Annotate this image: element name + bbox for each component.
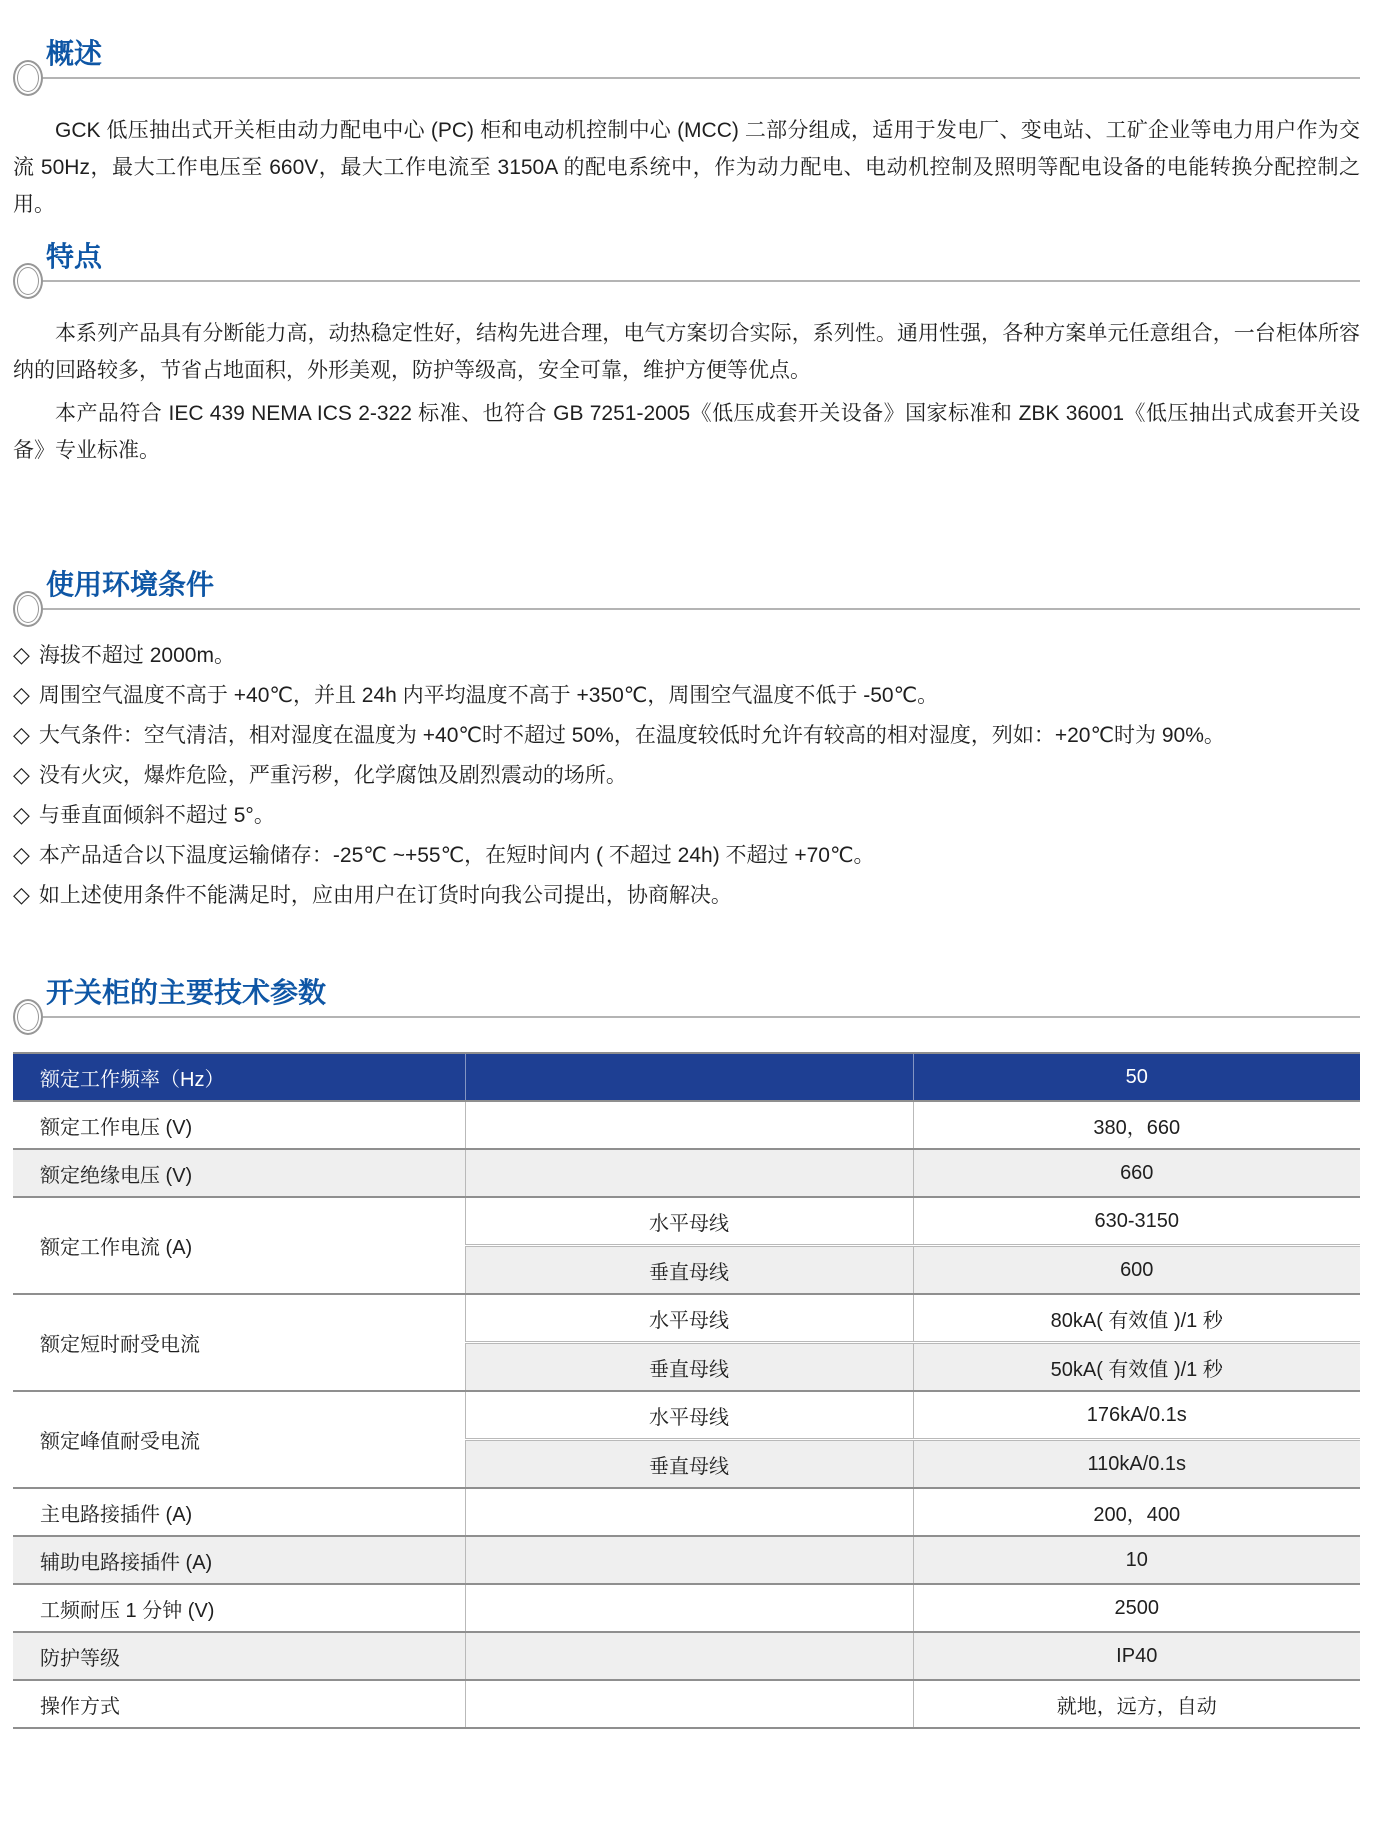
bus-type-label: 水平母线 (465, 1294, 913, 1343)
param-value: 50kA( 有效值 )/1 秒 (913, 1343, 1360, 1392)
diamond-bullet-icon: ◇ (13, 682, 30, 707)
param-label: 额定峰值耐受电流 (13, 1391, 465, 1488)
section-parameters-header (0, 965, 1373, 1035)
env-condition-item (13, 755, 1360, 795)
section-marker-icon (13, 999, 43, 1035)
param-value: 2500 (913, 1584, 1360, 1632)
overview-paragraph: GCK 低压抽出式开关柜由动力配电中心 (PC) 柜和电动机控制中心 (MCC) 二部分组成，适用于发电厂、变电站、工矿企业等电力用户作为交流 50Hz，最大工作电压至 660V，最大工作电流至 3150A 的配电系统中，作为动力配电、电动机控制及照明等配电设备的电能转换分配控制之用。 (13, 119, 1360, 216)
bus-type-label (465, 1149, 913, 1197)
section-rule (30, 1016, 1360, 1018)
env-condition-text: 与垂直面倾斜不超过 5°。 (38, 804, 275, 827)
env-condition-text: 如上述使用条件不能满足时，应由用户在订货时向我公司提出，协商解决。 (38, 884, 732, 907)
bus-type-label: 水平母线 (465, 1197, 913, 1246)
bus-type-label: 垂直母线 (465, 1246, 913, 1295)
table-row (13, 1197, 1360, 1246)
bus-type-label (465, 1632, 913, 1680)
param-value: 200，400 (913, 1488, 1360, 1536)
section-rule (30, 608, 1360, 610)
param-value: 50 (913, 1053, 1360, 1101)
table-row (13, 1536, 1360, 1584)
table-row (13, 1391, 1360, 1440)
table-row (13, 1149, 1360, 1197)
section-marker-icon (13, 591, 43, 627)
table-row (13, 1632, 1360, 1680)
env-condition-item (13, 835, 1360, 875)
param-value: 就地，远方，自动 (913, 1680, 1360, 1728)
param-label: 防护等级 (13, 1632, 465, 1680)
bus-type-label (465, 1488, 913, 1536)
section-rule (30, 77, 1360, 79)
diamond-bullet-icon: ◇ (13, 722, 30, 747)
diamond-bullet-icon: ◇ (13, 842, 30, 867)
section-marker-icon (13, 60, 43, 96)
param-value: IP40 (913, 1632, 1360, 1680)
param-value: 630-3150 (913, 1197, 1360, 1246)
bus-type-label (465, 1584, 913, 1632)
param-label: 额定绝缘电压 (V) (13, 1149, 465, 1197)
env-condition-item (13, 715, 1360, 755)
bus-type-label (465, 1101, 913, 1149)
section-features-header (0, 229, 1373, 299)
environment-conditions-list (13, 635, 1360, 915)
diamond-bullet-icon: ◇ (13, 762, 30, 787)
param-label: 额定短时耐受电流 (13, 1294, 465, 1391)
param-label: 额定工作电流 (A) (13, 1197, 465, 1294)
bus-type-label (465, 1680, 913, 1728)
param-value: 80kA( 有效值 )/1 秒 (913, 1294, 1360, 1343)
table-row (13, 1488, 1360, 1536)
section-overview-header (0, 26, 1373, 96)
section-title-environment: 使用环境条件 (46, 569, 215, 601)
section-title-features: 特点 (46, 241, 103, 273)
param-label: 操作方式 (13, 1680, 465, 1728)
section-marker-icon (13, 263, 43, 299)
env-condition-item (13, 795, 1360, 835)
env-condition-text: 周围空气温度不高于 +40℃，并且 24h 内平均温度不高于 +350℃，周围空气温度不低于 -50℃。 (38, 684, 939, 707)
env-condition-text: 海拔不超过 2000m。 (38, 644, 235, 667)
table-header-row (13, 1053, 1360, 1101)
env-condition-item (13, 635, 1360, 675)
table-row (13, 1584, 1360, 1632)
bus-type-label: 水平母线 (465, 1391, 913, 1440)
features-paragraph-1: 本系列产品具有分断能力高，动热稳定性好，结构先进合理，电气方案切合实际，系列性。通用性强，各种方案单元任意组合，一台柜体所容纳的回路较多，节省占地面积，外形美观，防护等级高，安全可靠，维护方便等优点。 (13, 322, 1360, 382)
diamond-bullet-icon: ◇ (13, 642, 30, 667)
table-row (13, 1294, 1360, 1343)
section-rule (30, 280, 1360, 282)
diamond-bullet-icon: ◇ (13, 882, 30, 907)
bus-type-label: 垂直母线 (465, 1440, 913, 1489)
features-paragraph-2: 本产品符合 IEC 439 NEMA ICS 2-322 标准、也符合 GB 7251-2005《低压成套开关设备》国家标准和 ZBK 36001《低压抽出式成套开关设备》专业标准。 (13, 402, 1360, 462)
bus-type-label (465, 1053, 913, 1101)
bus-type-label: 垂直母线 (465, 1343, 913, 1392)
param-value: 600 (913, 1246, 1360, 1295)
param-value: 110kA/0.1s (913, 1440, 1360, 1489)
diamond-bullet-icon: ◇ (13, 802, 30, 827)
section-title-overview: 概述 (46, 38, 103, 70)
bus-type-label (465, 1536, 913, 1584)
technical-parameters-table (13, 1052, 1360, 1729)
env-condition-item (13, 675, 1360, 715)
param-label: 额定工作频率（Hz） (13, 1053, 465, 1101)
param-value: 660 (913, 1149, 1360, 1197)
section-environment-header (0, 557, 1373, 627)
env-condition-text: 大气条件：空气清洁，相对湿度在温度为 +40℃时不超过 50%，在温度较低时允许有较高的相对湿度，列如：+20℃时为 90%。 (38, 724, 1225, 747)
param-label: 辅助电路接插件 (A) (13, 1536, 465, 1584)
table-row (13, 1680, 1360, 1728)
table-row (13, 1101, 1360, 1149)
param-label: 工频耐压 1 分钟 (V) (13, 1584, 465, 1632)
env-condition-item (13, 875, 1360, 915)
param-value: 10 (913, 1536, 1360, 1584)
env-condition-text: 本产品适合以下温度运输储存：-25℃ ~+55℃，在短时间内 ( 不超过 24h) 不超过 +70℃。 (38, 844, 875, 867)
param-label: 额定工作电压 (V) (13, 1101, 465, 1149)
section-title-parameters: 开关柜的主要技术参数 (46, 977, 327, 1009)
param-value: 176kA/0.1s (913, 1391, 1360, 1440)
param-label: 主电路接插件 (A) (13, 1488, 465, 1536)
env-condition-text: 没有火灾，爆炸危险，严重污秽，化学腐蚀及剧烈震动的场所。 (38, 764, 627, 787)
param-value: 380，660 (913, 1101, 1360, 1149)
